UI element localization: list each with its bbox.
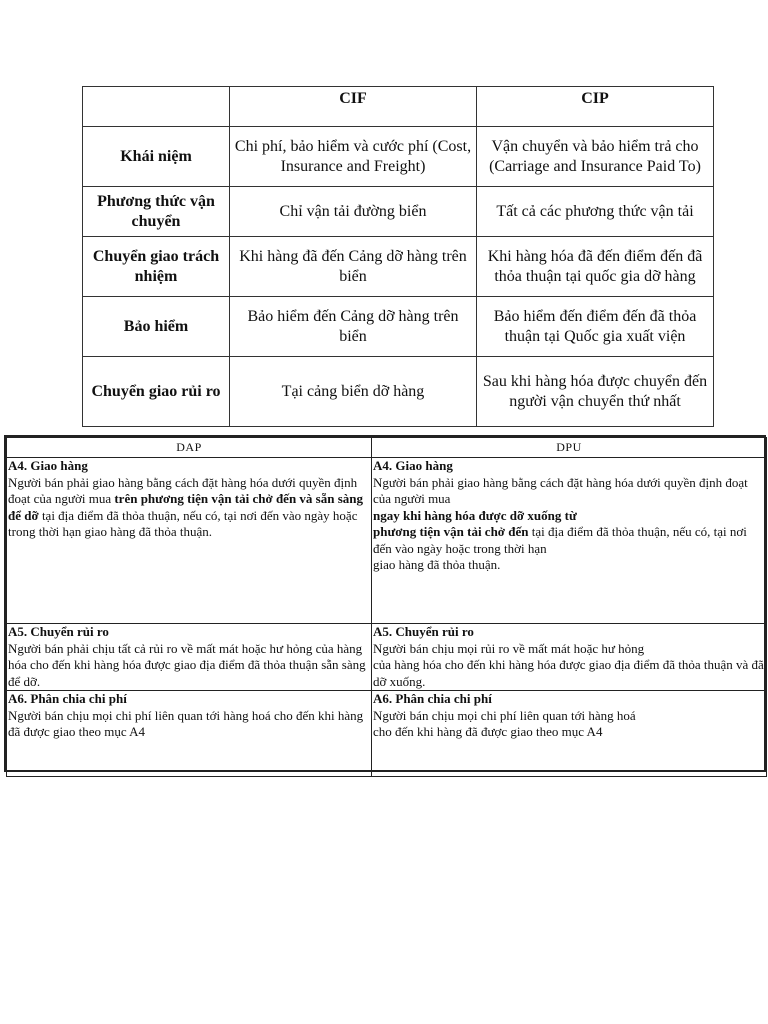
dap-a4-cell [7, 458, 372, 624]
table-row [83, 237, 714, 297]
section-title: A6. Phân chia chi phí [8, 691, 127, 706]
table-row [83, 187, 714, 237]
row-label: Phương thức vận chuyển [83, 187, 230, 237]
cif-cell: Chi phí, bảo hiểm và cước phí (Cost, Insurance and Freight) [230, 127, 477, 187]
body-text: tại địa điểm đã thỏa thuận, nếu có, tại nơi đến vào ngày hoặc trong thời hạn giao hàng đã thỏa thuận. [8, 507, 358, 539]
dpu-a5-cell [372, 624, 767, 691]
emphasis-text: ngay khi hàng hóa được dỡ xuống từ [373, 507, 577, 523]
header-cip: CIP [477, 87, 714, 127]
table-row [83, 127, 714, 187]
emphasis-text: phương tiện vận tải chở đến [373, 524, 529, 539]
row-label: Chuyển giao trách nhiệm [83, 237, 230, 297]
header-empty-cell [83, 87, 230, 127]
section-title: A6. Phân chia chi phí [373, 691, 492, 706]
dpu-a6-cell [372, 691, 767, 777]
body-text: cho đến khi hàng đã được giao theo mục A4 [373, 724, 603, 739]
row-label: Bảo hiểm [83, 297, 230, 357]
cip-cell: Vận chuyển và bảo hiểm trả cho (Carriage and Insurance Paid To) [477, 127, 714, 187]
cif-cell: Khi hàng đã đến Cảng dỡ hàng trên biển [230, 237, 477, 297]
cip-cell: Khi hàng hóa đã đến điểm đến đã thỏa thuận tại quốc gia dỡ hàng [477, 237, 714, 297]
cip-cell: Bảo hiểm đến điểm đến đã thỏa thuận tại Quốc gia xuất viện [477, 297, 714, 357]
section-title: A4. Giao hàng [373, 458, 453, 473]
dap-dpu-table-frame [4, 435, 766, 772]
emphasis-text: trên phương tiện vận tải chở đến và sẵn sàng để dỡ [8, 491, 364, 523]
row-label: Chuyển giao rủi ro [83, 357, 230, 427]
dap-a5-cell [7, 624, 372, 691]
body-text: Người bán chịu mọi chi phí liên quan tới hàng hoá [373, 707, 636, 723]
dpu-a4-cell [372, 458, 767, 624]
body-text: Người bán chịu mọi chi phí liên quan tới hàng hoá cho đến khi hàng đã được giao theo mục A4 [8, 707, 364, 739]
table-row [83, 357, 714, 427]
section-title: A4. Giao hàng [8, 458, 88, 473]
row-label: Khái niệm [83, 127, 230, 187]
table-row-a6 [7, 691, 767, 777]
table-row-a5 [7, 624, 767, 691]
section-title: A5. Chuyển rủi ro [8, 624, 109, 639]
cif-cip-comparison-table [82, 86, 714, 427]
body-text: Người bán phải chịu tất cả rủi ro về mất mát hoặc hư hỏng của hàng hóa cho đến khi hàng hóa được giao địa điểm đã thỏa thuận sẵn sàng để dỡ. [8, 640, 366, 689]
header-dpu: DPU [372, 438, 767, 458]
table-header-row [83, 87, 714, 127]
cip-cell: Sau khi hàng hóa được chuyển đến người vận chuyển thứ nhất [477, 357, 714, 427]
dap-dpu-comparison-table [6, 437, 767, 777]
body-text: Người bán chịu mọi rủi ro về mất mát hoặc hư hỏng [373, 640, 645, 656]
cif-cell: Chỉ vận tải đường biển [230, 187, 477, 237]
section-title: A5. Chuyển rủi ro [373, 624, 474, 639]
header-cif: CIF [230, 87, 477, 127]
cif-cell: Tại cảng biển dỡ hàng [230, 357, 477, 427]
body-text: Người bán phải giao hàng bằng cách đặt hàng hóa dưới quyền định đoạt của người mua [373, 474, 748, 506]
body-text: của hàng hóa cho đến khi hàng hóa được giao địa điểm đã thỏa thuận và đã dỡ xuống. [373, 657, 764, 689]
dap-a6-cell [7, 691, 372, 777]
table-header-row [7, 438, 767, 458]
cif-cell: Bảo hiểm đến Cảng dỡ hàng trên biển [230, 297, 477, 357]
cip-cell: Tất cả các phương thức vận tải [477, 187, 714, 237]
table-row [83, 297, 714, 357]
body-text: giao hàng đã thỏa thuận. [373, 557, 501, 572]
body-text: Người bán phải giao hàng bằng cách đặt hàng hóa dưới quyền định đoạt của người mua [8, 474, 358, 506]
header-dap: DAP [7, 438, 372, 458]
body-text: tại địa điểm đã thỏa thuận, nếu có, tại nơi đến vào ngày hoặc trong thời hạn [373, 524, 747, 556]
table-row-a4 [7, 458, 767, 624]
